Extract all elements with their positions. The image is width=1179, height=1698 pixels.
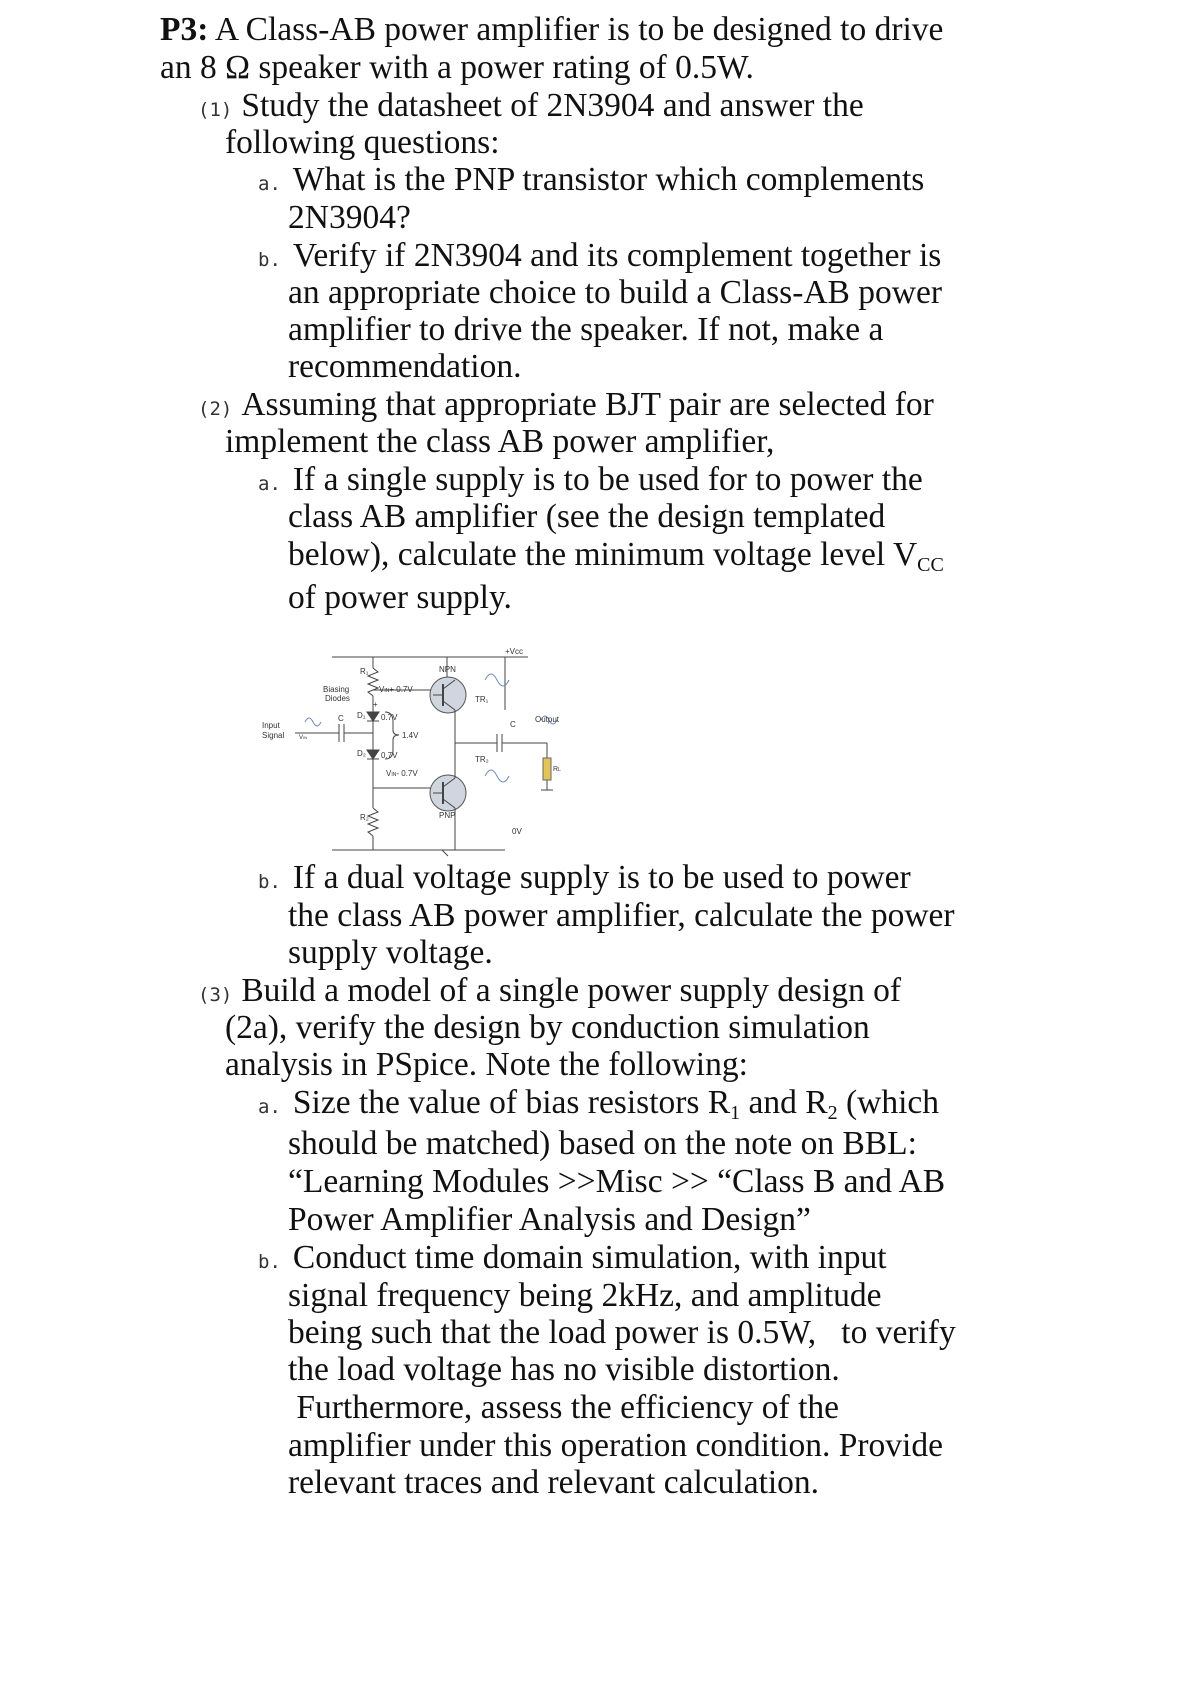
q1-marker: (1)	[198, 99, 233, 121]
q3a-and: and R	[740, 1084, 828, 1121]
q3a-line1	[258, 1083, 939, 1127]
input-wave	[305, 718, 321, 726]
vin-minus-label: VIN- 0.7V	[386, 769, 418, 778]
q3b-line3: being such that the load power is 0.5W, to verify	[288, 1314, 956, 1351]
d1-label: D₁	[357, 711, 366, 720]
q2a-text: If a single supply is to be used for to power the	[292, 461, 923, 498]
biasing-label-2: Diodes	[325, 694, 350, 703]
output-wave-bottom	[485, 770, 509, 782]
q3b-line7: relevant traces and relevant calculation.	[288, 1464, 820, 1501]
r2-label: R₂	[360, 813, 369, 822]
output-label: Output	[535, 715, 560, 724]
q3a-line4: Power Amplifier Analysis and Design”	[288, 1201, 811, 1238]
tr1-label: TR₁	[475, 695, 489, 704]
q3b-marker: b.	[258, 1251, 281, 1273]
vin-plus-label: VIN+ 0.7V	[379, 685, 413, 694]
q2a-line3	[288, 535, 944, 575]
pnp-label: PNP	[439, 811, 456, 820]
q2-marker: (2)	[198, 398, 233, 420]
r1-label: R₁	[360, 667, 369, 676]
q1a-line2: 2N3904?	[288, 199, 411, 236]
q2a-line4: of power supply.	[288, 579, 512, 616]
q1-text: Study the datasheet of 2N3904 and answer the	[241, 87, 864, 124]
r1-resistor	[368, 668, 378, 696]
d2-label: D₂	[357, 749, 366, 758]
q2b-marker: b.	[258, 871, 281, 893]
q3a-line2: should be matched) based on the note on BBL:	[288, 1125, 917, 1162]
vcc-subscript: CC	[917, 554, 944, 576]
d1-voltage: 0.7V	[381, 713, 398, 722]
input-cap-label: C	[338, 714, 344, 723]
q1b-marker: b.	[258, 249, 281, 271]
r1-subscript: 1	[730, 1102, 741, 1124]
q3-marker: (3)	[198, 984, 233, 1006]
d2-diode	[367, 750, 379, 759]
vcc-label: +Vcc	[505, 647, 524, 656]
zero-volt-label: 0V	[512, 827, 522, 836]
r2-resistor	[368, 808, 378, 836]
q3a-which: (which	[837, 1084, 940, 1121]
rl-label: RL	[553, 766, 561, 773]
problem-label: P3:	[160, 11, 209, 48]
q3b-line2: signal frequency being 2kHz, and amplitude	[288, 1277, 882, 1314]
q3b-text: Conduct time domain simulation, with input	[292, 1239, 887, 1276]
q3b-line4: the load voltage has no visible distortion.	[288, 1351, 840, 1388]
q1b-line4: recommendation.	[288, 348, 522, 385]
plus-sign: +	[373, 700, 378, 709]
problem-intro-line2: an 8 Ω speaker with a power rating of 0.5W.	[160, 49, 754, 86]
npn-label: NPN	[439, 665, 456, 674]
q3-text: Build a model of a single power supply design of	[241, 972, 901, 1009]
d1-diode	[367, 712, 379, 721]
q1-line2: following questions:	[225, 124, 500, 161]
q3-line2: (2a), verify the design by conduction simulation	[225, 1009, 870, 1046]
q3-line3: analysis in PSpice. Note the following:	[225, 1046, 748, 1083]
vin-label: VIN	[299, 735, 308, 741]
q1b-text: Verify if 2N3904 and its complement together is	[292, 237, 942, 274]
q3a-line3: “Learning Modules >>Misc >> “Class B and AB	[288, 1163, 946, 1200]
q2-line2: implement the class AB power amplifier,	[225, 423, 775, 460]
q1a-text: What is the PNP transistor which complements	[292, 161, 925, 198]
input-label-1: Input	[262, 721, 280, 730]
q2a-line2: class AB amplifier (see the design templated	[288, 498, 886, 535]
q2b-text: If a dual voltage supply is to be used to power	[292, 859, 911, 896]
q2a-line3-text: below), calculate the minimum voltage level V	[288, 536, 918, 573]
d2-voltage: 0.7V	[381, 751, 398, 760]
total-voltage: 1.4V	[402, 731, 419, 740]
q3b-line5: Furthermore, assess the efficiency of the	[288, 1389, 840, 1426]
q3b-line6: amplifier under this operation condition. Provide	[288, 1427, 943, 1464]
q2a-marker: a.	[258, 473, 281, 495]
tr2-label: TR₂	[475, 755, 489, 764]
problem-intro-line1: A Class-AB power amplifier is to be designed to drive	[208, 11, 944, 48]
r2-subscript: 2	[827, 1102, 838, 1124]
load-resistor	[543, 758, 551, 780]
q2b-line3: supply voltage.	[288, 934, 493, 971]
q1a-marker: a.	[258, 173, 281, 195]
q2b-line2: the class AB power amplifier, calculate the power	[288, 897, 955, 934]
biasing-label-1: Biasing	[323, 685, 350, 694]
q1b-line3: amplifier to drive the speaker. If not, make a	[288, 311, 884, 348]
q2-text: Assuming that appropriate BJT pair are selected for	[241, 386, 934, 423]
q3a-marker: a.	[258, 1096, 281, 1118]
q3a-text: Size the value of bias resistors R	[292, 1084, 731, 1121]
problem-heading	[160, 10, 943, 50]
output-cap-label: C	[510, 720, 516, 729]
input-label-2: Signal	[262, 731, 285, 740]
q1b-line2: an appropriate choice to build a Class-AB power	[288, 274, 942, 311]
